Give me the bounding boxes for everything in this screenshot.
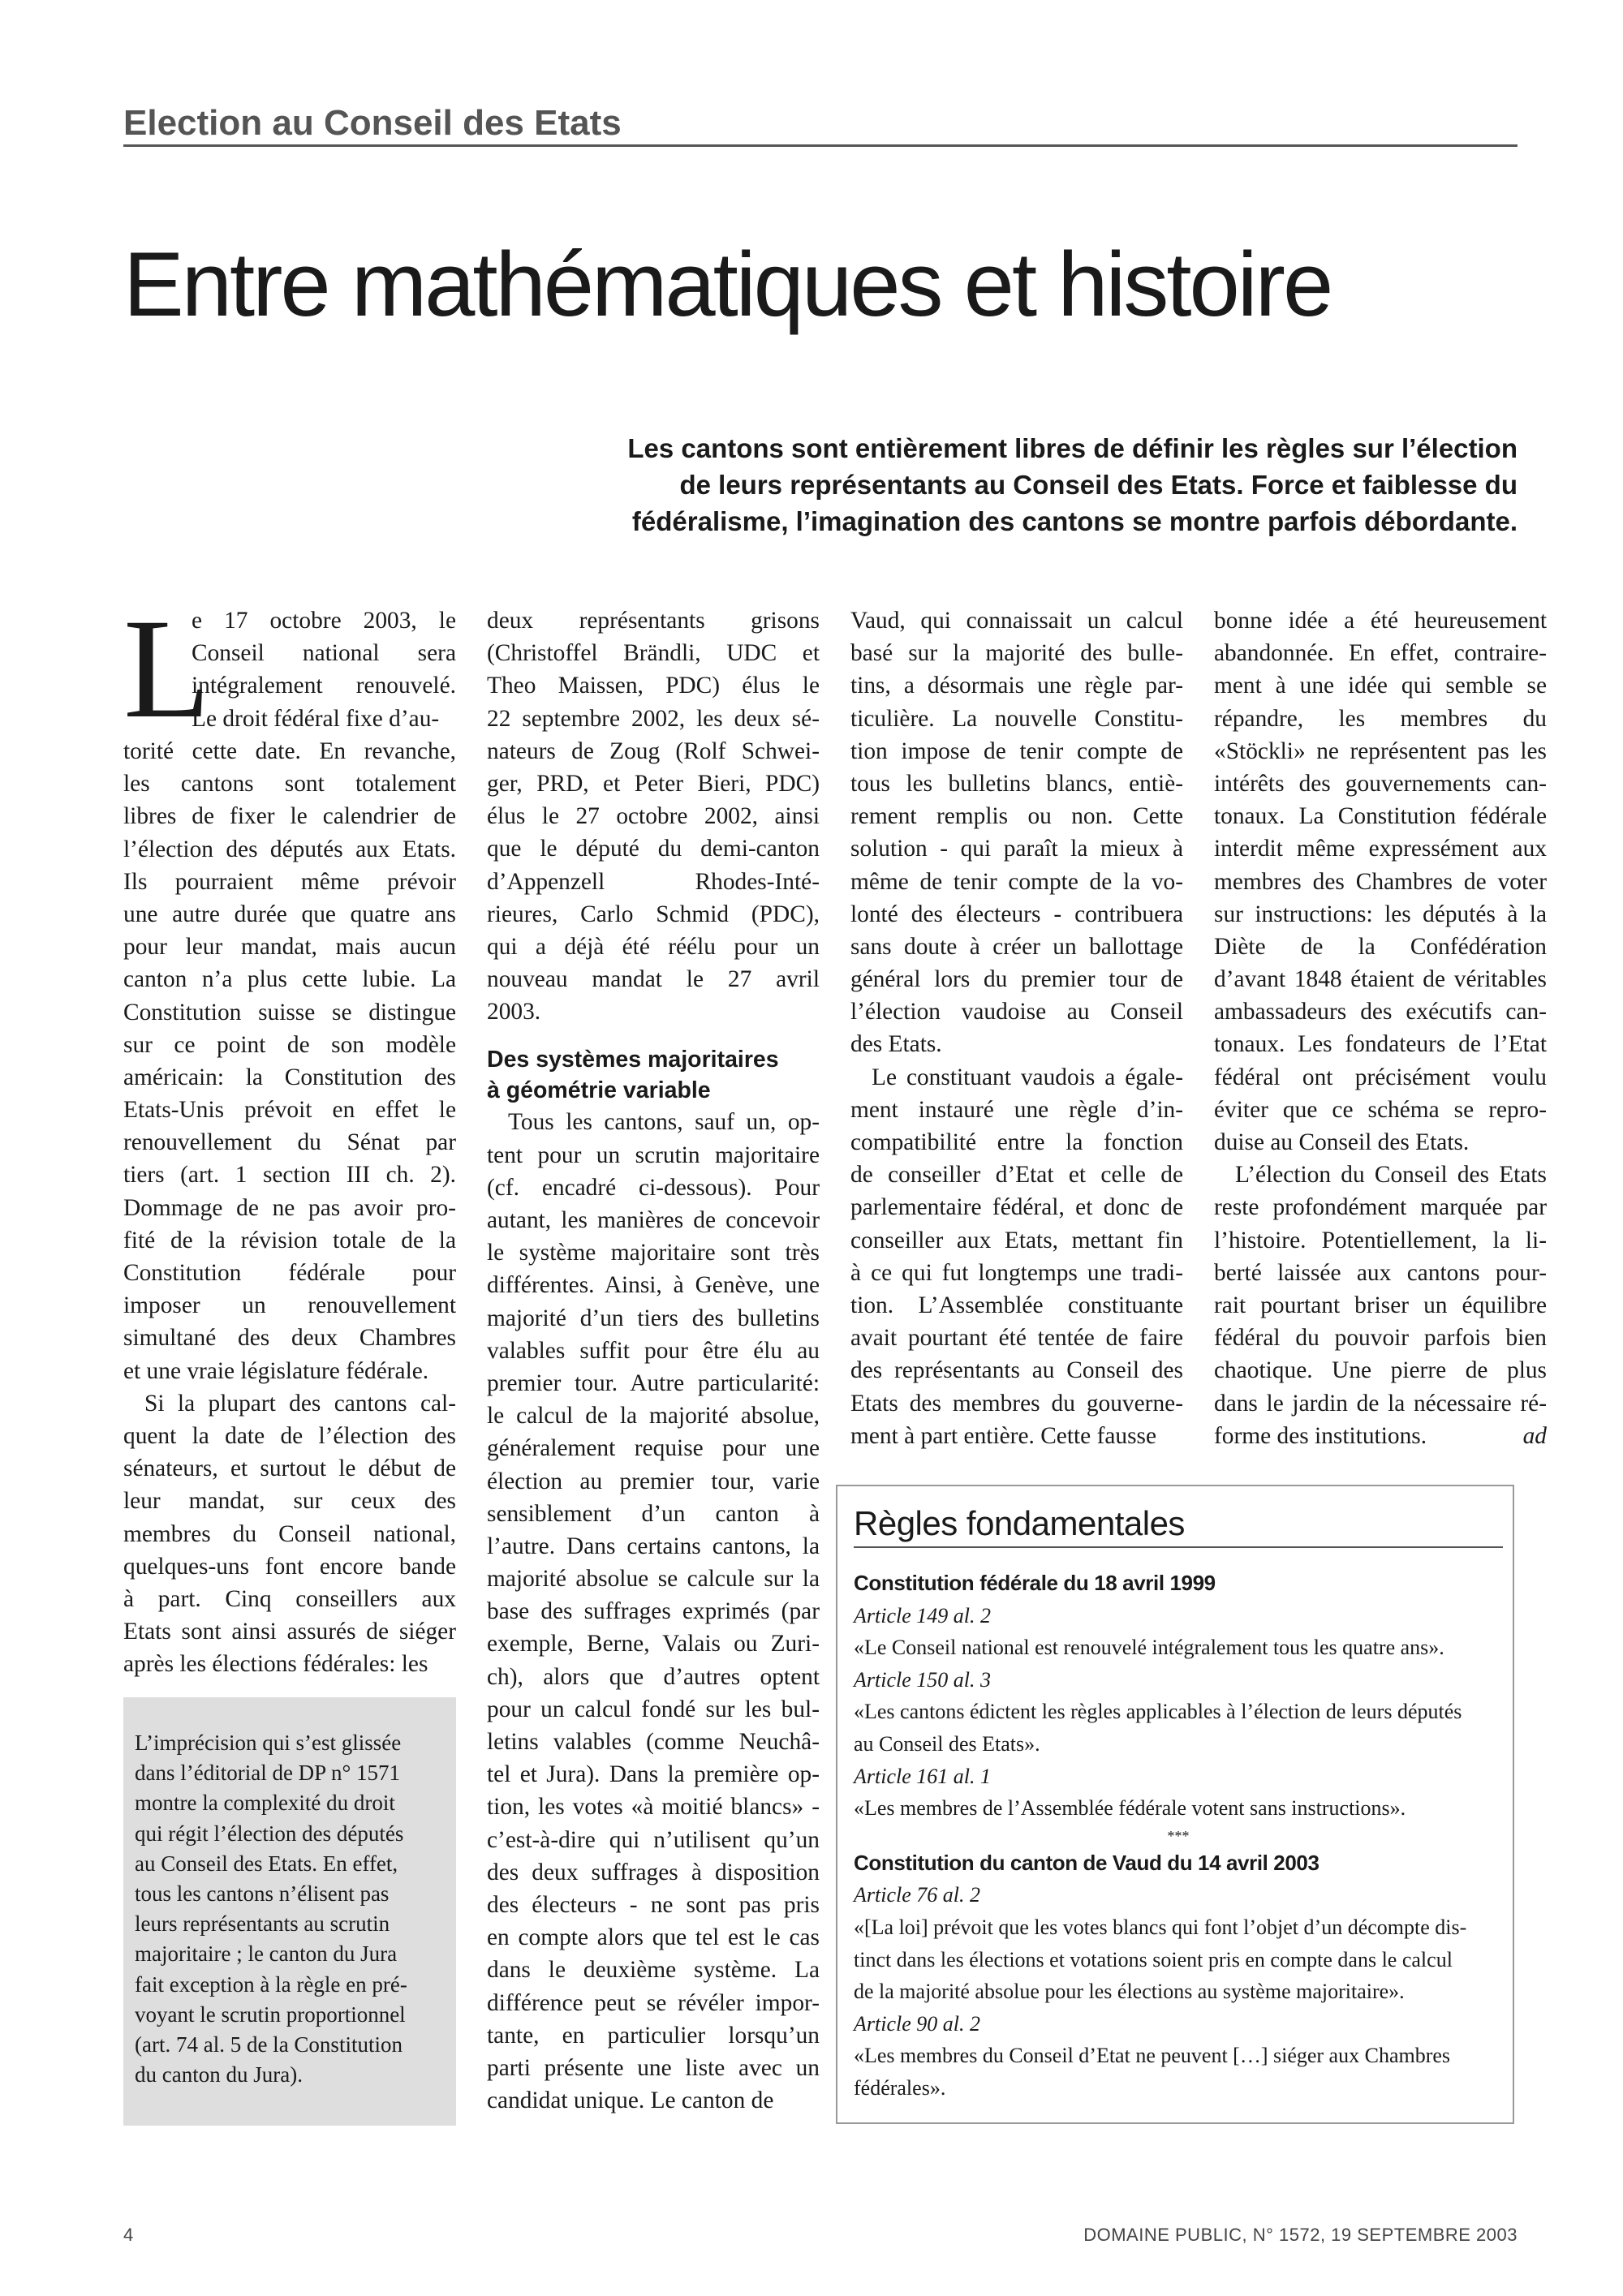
text-line: les cantons sont totalement (123, 771, 456, 798)
sidebar-line: au Conseil des Etats. En effet, (135, 1851, 398, 1876)
text-line: e 17 octobre 2003, le (192, 608, 456, 634)
article-quote: tinct dans les élections et votations soient pris en compte dans le calcul (854, 1947, 1453, 1971)
text-line: ger, PRD, et Peter Bieri, PDC) (487, 770, 820, 797)
text-line: tonaux. La Constitution fédérale (1214, 803, 1547, 830)
text-line: basé sur la majorité des bulle- (850, 640, 1183, 667)
article-quote: fédérales». (854, 2075, 946, 2100)
text-line: Etats-Unis prévoit en effet le (123, 1097, 456, 1124)
article-ref: Article 150 al. 3 (854, 1667, 991, 1692)
text-line: membres du Conseil national, (123, 1520, 456, 1547)
text-line: Conseil national sera (192, 640, 456, 667)
column-2-text (487, 604, 820, 2117)
text-line: l’élection vaudoise au Conseil (850, 999, 1183, 1025)
text-line: Dommage de ne pas avoir pro- (123, 1194, 456, 1221)
text-line: forme des institutions. ad (1214, 1420, 1547, 1452)
text-line: sensiblement d’un canton à (487, 1500, 820, 1527)
text-line: américain: la Constitution des (123, 1064, 456, 1090)
text-line: le système majoritaire sont très (487, 1240, 820, 1266)
text-line: majorité absolue se calcule sur la (487, 1566, 820, 1593)
text-line: solution - qui paraît la mieux à (850, 836, 1183, 862)
section-separator: *** (1167, 1827, 1190, 1844)
text-line: pour un calcul fondé sur les bul- (487, 1696, 820, 1722)
text-line: (Christoffel Brändli, UDC et (487, 640, 820, 667)
text-line: duise au Conseil des Etats. (1214, 1129, 1470, 1155)
text-line: à ce qui fut longtemps une tradi- (850, 1259, 1183, 1286)
page-number: 4 (123, 2225, 134, 2245)
column-1-text (123, 735, 456, 1680)
text-line: tonaux. Les fondateurs de l’Etat (1214, 1031, 1547, 1058)
article-ref: Article 90 al. 2 (854, 2011, 980, 2036)
text-line: Diète de la Confédération (1214, 933, 1547, 960)
text-line: sans doute à créer un ballottage (850, 933, 1183, 960)
text-line: différentes. Ainsi, à Genève, une (487, 1272, 820, 1299)
text-line: rement remplis ou non. Cette (850, 803, 1183, 830)
subheading-line: Des systèmes majoritaires (487, 1047, 779, 1073)
rules-box (836, 1485, 1514, 2124)
sidebar-line: (art. 74 al. 5 de la Constitution (135, 2032, 403, 2057)
text-line: imposer un renouvellement (123, 1292, 456, 1319)
text-line: ment à part entière. Cette fausse (850, 1422, 1157, 1449)
footer-publication: DOMAINE PUBLIC, N° 1572, 19 SEPTEMBRE 2003 (1083, 2225, 1518, 2245)
text-line: de conseiller d’Etat et celle de (850, 1162, 1183, 1189)
text-line: libres de fixer le calendrier de (123, 803, 456, 830)
text-line: l’élection des députés aux Etats. (123, 836, 456, 862)
article-quote: de la majorité absolue pour les élections au système majoritaire». (854, 1980, 1405, 2004)
text-line: bonne idée a été heureusement (1214, 608, 1547, 634)
sidebar-line: qui régit l’élection des députés (135, 1821, 404, 1846)
text-line: l’histoire. Potentiellement, la li- (1214, 1227, 1547, 1253)
lead-paragraph (341, 430, 1518, 540)
text-line: conseiller aux Etats, mettant fin (850, 1227, 1183, 1253)
article-quote: «Les membres de l’Assemblée fédérale votent sans instructions». (854, 1796, 1406, 1821)
text-line: fédéral du pouvoir parfois bien (1214, 1325, 1547, 1352)
column-3-text (850, 604, 1183, 1452)
text-line: berté laissée aux cantons pour- (1214, 1259, 1547, 1286)
text-line: même de tenir compte de la vo- (850, 868, 1183, 895)
article-ref: Article 161 al. 1 (854, 1764, 991, 1788)
text-line: quent la date de l’élection des (123, 1422, 456, 1449)
text-line: simultané des deux Chambres (123, 1325, 456, 1352)
text-line: fédéral ont précisément voulu (1214, 1064, 1547, 1090)
text-line: (cf. encadré ci-dessous). Pour (487, 1174, 820, 1201)
text-line: tins, a désormais une règle par- (850, 673, 1183, 699)
text-line: avait pourtant été tentée de faire (850, 1325, 1183, 1352)
text-line: membres des Chambres de voter (1214, 868, 1547, 895)
text-line: d’avant 1848 étaient de véritables (1214, 966, 1547, 993)
text-line: tion. L’Assemblée constituante (850, 1292, 1183, 1318)
text-line: intégralement renouvelé. (192, 673, 456, 699)
text-line: renouvellement du Sénat par (123, 1129, 456, 1156)
text-line: ment instauré une règle d’in- (850, 1096, 1183, 1123)
text-line: éviter que ce schéma se repro- (1214, 1096, 1547, 1123)
text-line: premier tour. Autre particularité: (487, 1369, 820, 1396)
sidebar-line: dans l’éditorial de DP n° 1571 (135, 1761, 400, 1786)
text-line: canton n’a plus cette lubie. La (123, 966, 456, 993)
text-line: et une vraie législature fédérale. (123, 1357, 429, 1384)
text-line: Le droit fédéral fixe d’au- (192, 705, 440, 732)
box-body (854, 1567, 1503, 2105)
article-ref: Article 149 al. 2 (854, 1603, 991, 1627)
text-line: dans le jardin de la nécessaire ré- (1214, 1390, 1547, 1417)
text-line: Si la plupart des cantons cal- (144, 1390, 456, 1417)
sidebar-line: majoritaire ; le canton du Jura (135, 1941, 398, 1967)
text-line: ambassadeurs des exécutifs can- (1214, 999, 1547, 1025)
text-line: tion, les votes «à moitié blancs» - (487, 1794, 820, 1821)
text-line: leur mandat, sur ceux des (123, 1488, 456, 1515)
sidebar-line: voyant le scrutin proportionnel (135, 2001, 406, 2027)
text-line: parti présente une liste avec un (487, 2054, 820, 2081)
text-line: le calcul de la majorité absolue, (487, 1403, 820, 1430)
author-signature: ad (1522, 1422, 1547, 1449)
text-line: généralement requise pour une (487, 1435, 820, 1462)
lead-line: Les cantons sont entièrement libres de définir les règles sur l’élection (627, 433, 1518, 463)
text-line: exemple, Berne, Valais ou Zuri- (487, 1631, 820, 1658)
sidebar-line: tous les cantons n’élisent pas (135, 1881, 390, 1907)
text-line: répandre, les membres du (1214, 705, 1547, 732)
article-quote: «[La loi] prévoit que les votes blancs qui font l’objet d’un décompte dis- (854, 1915, 1467, 1939)
text-line: base des suffrages exprimés (par (487, 1598, 820, 1625)
text-line: général lors du premier tour de (850, 966, 1183, 993)
text-line: d’Appenzell Rhodes-Inté- (487, 868, 820, 895)
box-heading-vaud: Constitution du canton de Vaud du 14 avril 2003 (854, 1850, 1319, 1875)
text-line: élus le 27 octobre 2002, ainsi (487, 803, 820, 830)
article-quote: «Les membres du Conseil d’Etat ne peuvent […] siéger aux Chambres (854, 2044, 1451, 2068)
box-heading-federal: Constitution fédérale du 18 avril 1999 (854, 1571, 1216, 1595)
text-line: 22 septembre 2002, les deux sé- (487, 705, 820, 732)
text-line: autant, les manières de concevoir (487, 1207, 820, 1233)
text-line: compatibilité entre la fonction (850, 1129, 1183, 1155)
text-line: ticulière. La nouvelle Constitu- (850, 705, 1183, 732)
text-line: chaotique. Une pierre de plus (1214, 1357, 1547, 1384)
text-line: élection au premier tour, varie (487, 1468, 820, 1494)
text-line: lonté des électeurs - contribuera (850, 901, 1183, 927)
text-line: des représentants au Conseil des (850, 1357, 1183, 1384)
text-line: tante, en particulier lorsqu’un (487, 2022, 820, 2049)
text-line: à part. Cinq conseillers aux (123, 1585, 456, 1612)
text-line: nouveau mandat le 27 avril (487, 966, 820, 993)
text-line: Constitution suisse se distingue (123, 999, 456, 1025)
sidebar-line: leurs représentants au scrutin (135, 1911, 390, 1937)
sidebar-line: L’imprécision qui s’est glissée (135, 1731, 402, 1755)
text-line: des deux suffrages à disposition (487, 1859, 820, 1885)
column-4-text (1214, 604, 1547, 1452)
sidebar-line: du canton du Jura). (135, 2062, 303, 2087)
text-line: sénateurs, et surtout le début de (123, 1455, 456, 1482)
text-line: deux représentants grisons (487, 608, 820, 634)
text-line: 2003. (487, 999, 541, 1025)
text-line: candidat unique. Le canton de (487, 2087, 774, 2114)
text-line: ment à une idée qui semble se (1214, 673, 1547, 699)
text-line: tous les bulletins blancs, entiè- (850, 770, 1183, 797)
text-line: tiers (art. 1 section III ch. 2). (123, 1162, 456, 1189)
text-line: abandonnée. En effet, contraire- (1214, 640, 1547, 667)
text-line: nateurs de Zoug (Rolf Schwei- (487, 737, 820, 764)
text-line: différence peut se révéler impor- (487, 1989, 820, 2016)
text-line: sur instructions: les députés à la (1214, 901, 1547, 927)
subheading-line: à géométrie variable (487, 1077, 711, 1104)
text-line: valables suffit pour être élu au (487, 1337, 820, 1364)
text-line: Constitution fédérale pour (123, 1260, 456, 1286)
text-line: des Etats. (850, 1031, 942, 1058)
text-line: rait pourtant briser un équilibre (1214, 1292, 1547, 1318)
text-line: L’élection du Conseil des Etats (1235, 1162, 1547, 1189)
text-line: c’est-à-dire qui n’utilisent qu’un (487, 1826, 820, 1853)
text-line: parlementaire fédéral, et donc de (850, 1194, 1183, 1221)
text-line: letins valables (comme Neuchâ- (487, 1729, 820, 1755)
text-line: pour leur mandat, mais aucun (123, 934, 456, 961)
text-line: «Stöckli» ne représentent pas les (1214, 737, 1547, 764)
box-title: Règles fondamentales (854, 1501, 1503, 1548)
text-line: tion impose de tenir compte de (850, 737, 1183, 764)
text-line: Tous les cantons, sauf un, op- (508, 1109, 820, 1136)
text-line: une autre durée que quatre ans (123, 901, 456, 927)
lead-line: fédéralisme, l’imagination des cantons se montre parfois débordante. (631, 506, 1518, 536)
text-line: Vaud, qui connaissait un calcul (850, 608, 1183, 634)
correction-sidebar (123, 1697, 456, 2126)
text-line: Theo Maissen, PDC) élus le (487, 673, 820, 699)
article-quote: au Conseil des Etats». (854, 1731, 1040, 1756)
text-line: fité de la révision totale de la (123, 1227, 456, 1253)
text-line: que le député du demi-canton (487, 836, 820, 862)
column-1-intro (192, 604, 456, 735)
text-line: après les élections fédérales: les (123, 1651, 428, 1678)
article-title: Entre mathématiques et histoire (123, 234, 1332, 335)
sidebar-line: montre la complexité du droit (135, 1791, 395, 1816)
text-line: reste profondément marquée par (1214, 1194, 1547, 1221)
text-line: des électeurs - ne sont pas pris (487, 1891, 820, 1918)
text-line: intérêts des gouvernements can- (1214, 770, 1547, 797)
text-line: Ils pourraient même prévoir (123, 868, 456, 895)
text-line: quelques-uns font encore bande (123, 1553, 456, 1580)
text-line: tent pour un scrutin majoritaire (487, 1142, 820, 1168)
article-ref: Article 76 al. 2 (854, 1883, 980, 1907)
text-line: interdit même expressément aux (1214, 836, 1547, 862)
text-line: l’autre. Dans certains cantons, la (487, 1533, 820, 1559)
article-quote: «Les cantons édictent les règles applicables à l’élection de leurs députés (854, 1700, 1462, 1724)
text-line: rieures, Carlo Schmid (PDC), (487, 901, 820, 927)
text-line: tel et Jura). Dans la première op- (487, 1761, 820, 1788)
text-line: Etats sont ainsi assurés de siéger (123, 1619, 456, 1645)
text-line: en compte alors que tel est le cas (487, 1924, 820, 1951)
text-line: sur ce point de son modèle (123, 1031, 456, 1058)
sidebar-line: fait exception à la règle en pré- (135, 1971, 407, 1997)
section-rubric: Election au Conseil des Etats (123, 102, 1518, 147)
text-line: Le constituant vaudois a égale- (872, 1064, 1183, 1090)
text-line: ch), alors que d’autres optent (487, 1663, 820, 1690)
text-line: Etats des membres du gouverne- (850, 1390, 1183, 1417)
text-line: dans le deuxième système. La (487, 1957, 820, 1984)
text-line: torité cette date. En revanche, (123, 738, 456, 764)
text-line: qui a déjà été réélu pour un (487, 933, 820, 960)
text-line: majorité d’un tiers des bulletins (487, 1305, 820, 1331)
article-quote: «Le Conseil national est renouvelé intégralement tous les quatre ans». (854, 1636, 1444, 1660)
lead-line: de leurs représentants au Conseil des Etats. Force et faiblesse du (679, 470, 1518, 500)
sidebar-text (135, 1728, 437, 2090)
drop-cap: L (123, 590, 211, 748)
